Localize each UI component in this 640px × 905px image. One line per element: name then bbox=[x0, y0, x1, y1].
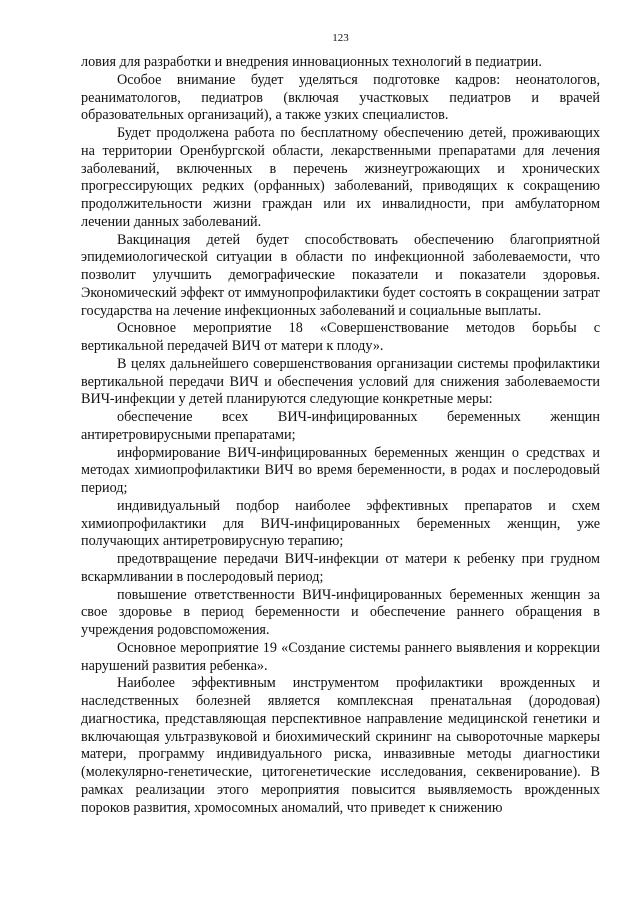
document-body bbox=[81, 54, 600, 817]
paragraph: Особое внимание будет уделяться подготовке кадров: неонатологов, реаниматологов, педиатров (включая участковых педиатров и врачей образовательных организаций), а также узких специалистов. bbox=[81, 71, 600, 124]
list-item: индивидуальный подбор наиболее эффективных препаратов и схем химиопрофилактики для ВИЧ-инфицированных беременных женщин, уже получающих антиретровирусную терапию; bbox=[81, 497, 600, 550]
list-item: предотвращение передачи ВИЧ-инфекции от матери к ребенку при грудном вскармливании в послеродовый период; bbox=[81, 551, 600, 585]
paragraph: Наиболее эффективным инструментом профилактики врожденных и наследственных болезней является комплексная пренатальная (дородовая) диагностика, представляющая перспективное направление медицинской генетики и включающая ультразвуковой и биохимический скрининг на сывороточные маркеры матери, программу индивидуального риска, инвазивные методы диагностики (молекулярно-генетические, цитогенетические исследования, секвенирование). В рамках реализации этого мероприятия повысится выявляемость врожденных пороков развития, хромосомных аномалий, что приведет к снижению bbox=[81, 675, 600, 816]
paragraph: В целях дальнейшего совершенствования организации системы профилактики вертикальной передачи ВИЧ и обеспечения условий для снижения заболеваемости ВИЧ-инфекции у детей планируются следующие конкретные меры: bbox=[81, 355, 600, 408]
list-item: повышение ответственности ВИЧ-инфицированных беременных женщин за свое здоровье в период беременности и обеспечение раннего обращения в учреждения родовспоможения. bbox=[81, 586, 600, 638]
paragraph: Вакцинация детей будет способствовать обеспечению благоприятной эпидемиологической ситуации в области по инфекционной заболеваемости, что позволит улучшить демографические показатели и показатели здоровья. Экономический эффект от иммунопрофилактики будет состоять в сокращении затрат государства на лечение инфекционных заболеваний и социальные выплаты. bbox=[81, 231, 600, 319]
paragraph: ловия для разработки и внедрения инновационных технологий в педиатрии. bbox=[81, 54, 542, 70]
paragraph: Основное мероприятие 18 «Совершенствование методов борьбы с вертикальной передачей ВИЧ от матери к плоду». bbox=[81, 320, 600, 354]
paragraph: Основное мероприятие 19 «Создание системы раннего выявления и коррекции нарушений развития ребенка». bbox=[81, 639, 600, 674]
paragraph: Будет продолжена работа по бесплатному обеспечению детей, проживающих на территории Оренбургской области, лекарственными препаратами для лечения заболеваний, включенных в перечень жизнеугрожающих и хронических прогрессирующих редких (орфанных) заболеваний, приводящих к сокращению продолжительности жизни граждан или их инвалидности, при амбулаторном лечении данных заболеваний. bbox=[81, 125, 600, 230]
list-item: обеспечение всех ВИЧ-инфицированных беременных женщин антиретровирусными препаратами; bbox=[81, 409, 600, 443]
list-item: информирование ВИЧ-инфицированных беременных женщин о средствах и методах химиопрофилактики ВИЧ во время беременности, в родах и послеродовый период; bbox=[81, 444, 600, 496]
page-number: 123 bbox=[332, 32, 349, 44]
